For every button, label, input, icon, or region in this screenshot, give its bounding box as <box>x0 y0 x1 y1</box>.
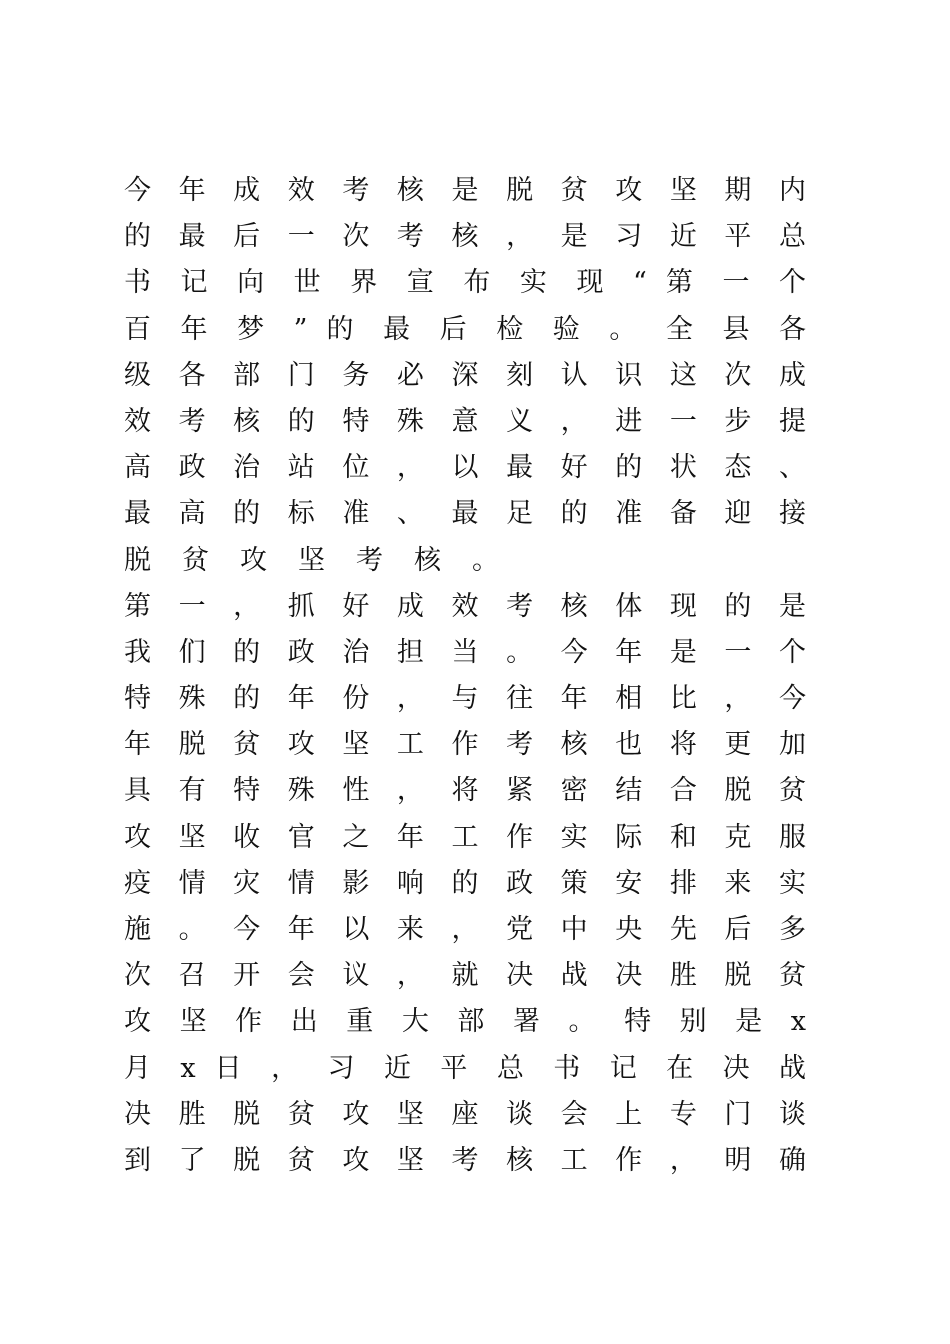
text-line: 到 了 脱 贫 攻 坚 考 核 工 作 ， 明 确 <box>124 1144 806 1176</box>
text-line: 高 政 治 站 位 ， 以 最 好 的 状 态 、 <box>124 452 806 484</box>
text-line: 第 一 ， 抓 好 成 效 考 核 体 现 的 是 <box>124 590 806 622</box>
body-text <box>124 168 806 1184</box>
text-line: 的 最 后 一 次 考 核 ， 是 习 近 平 总 <box>124 221 806 253</box>
text-line: 攻 坚 作 出 重 大 部 署 。 特 别 是 x <box>124 1006 806 1038</box>
text-line: 施 。 今 年 以 来 ， 党 中 央 先 后 多 <box>124 914 806 945</box>
text-line: 决 胜 脱 贫 攻 坚 座 谈 会 上 专 门 谈 <box>124 1098 806 1130</box>
text-line: 攻 坚 收 官 之 年 工 作 实 际 和 克 服 <box>124 821 806 853</box>
text-line: 效 考 核 的 特 殊 意 义 ， 进 一 步 提 <box>124 405 806 437</box>
text-line: 月 x 日 ， 习 近 平 总 书 记 在 决 战 <box>124 1052 806 1084</box>
text-line: 脱 贫 攻 坚 考 核 。 <box>124 544 499 576</box>
text-line: 次 召 开 会 议 ， 就 决 战 决 胜 脱 贫 <box>124 960 806 992</box>
text-line: 今 年 成 效 考 核 是 脱 贫 攻 坚 期 内 <box>124 175 806 206</box>
text-line: 最 高 的 标 准 、 最 足 的 准 备 迎 接 <box>124 498 806 530</box>
text-line: 我 们 的 政 治 担 当 。 今 年 是 一 个 <box>124 636 806 668</box>
text-line: 具 有 特 殊 性 ， 将 紧 密 结 合 脱 贫 <box>124 775 806 807</box>
text-line: 疫 情 灾 情 影 响 的 政 策 安 排 来 实 <box>124 867 806 899</box>
text-line: 书 记 向 世 界 宣 布 实 现 “ 第 一 个 <box>124 267 806 299</box>
text-line: 百 年 梦 ” 的 最 后 检 验 。 全 县 各 <box>124 313 806 345</box>
text-line: 年 脱 贫 攻 坚 工 作 考 核 也 将 更 加 <box>124 729 806 761</box>
text-line: 特 殊 的 年 份 ， 与 往 年 相 比 ， 今 <box>124 683 806 715</box>
text-line: 级 各 部 门 务 必 深 刻 认 识 这 次 成 <box>124 359 806 391</box>
